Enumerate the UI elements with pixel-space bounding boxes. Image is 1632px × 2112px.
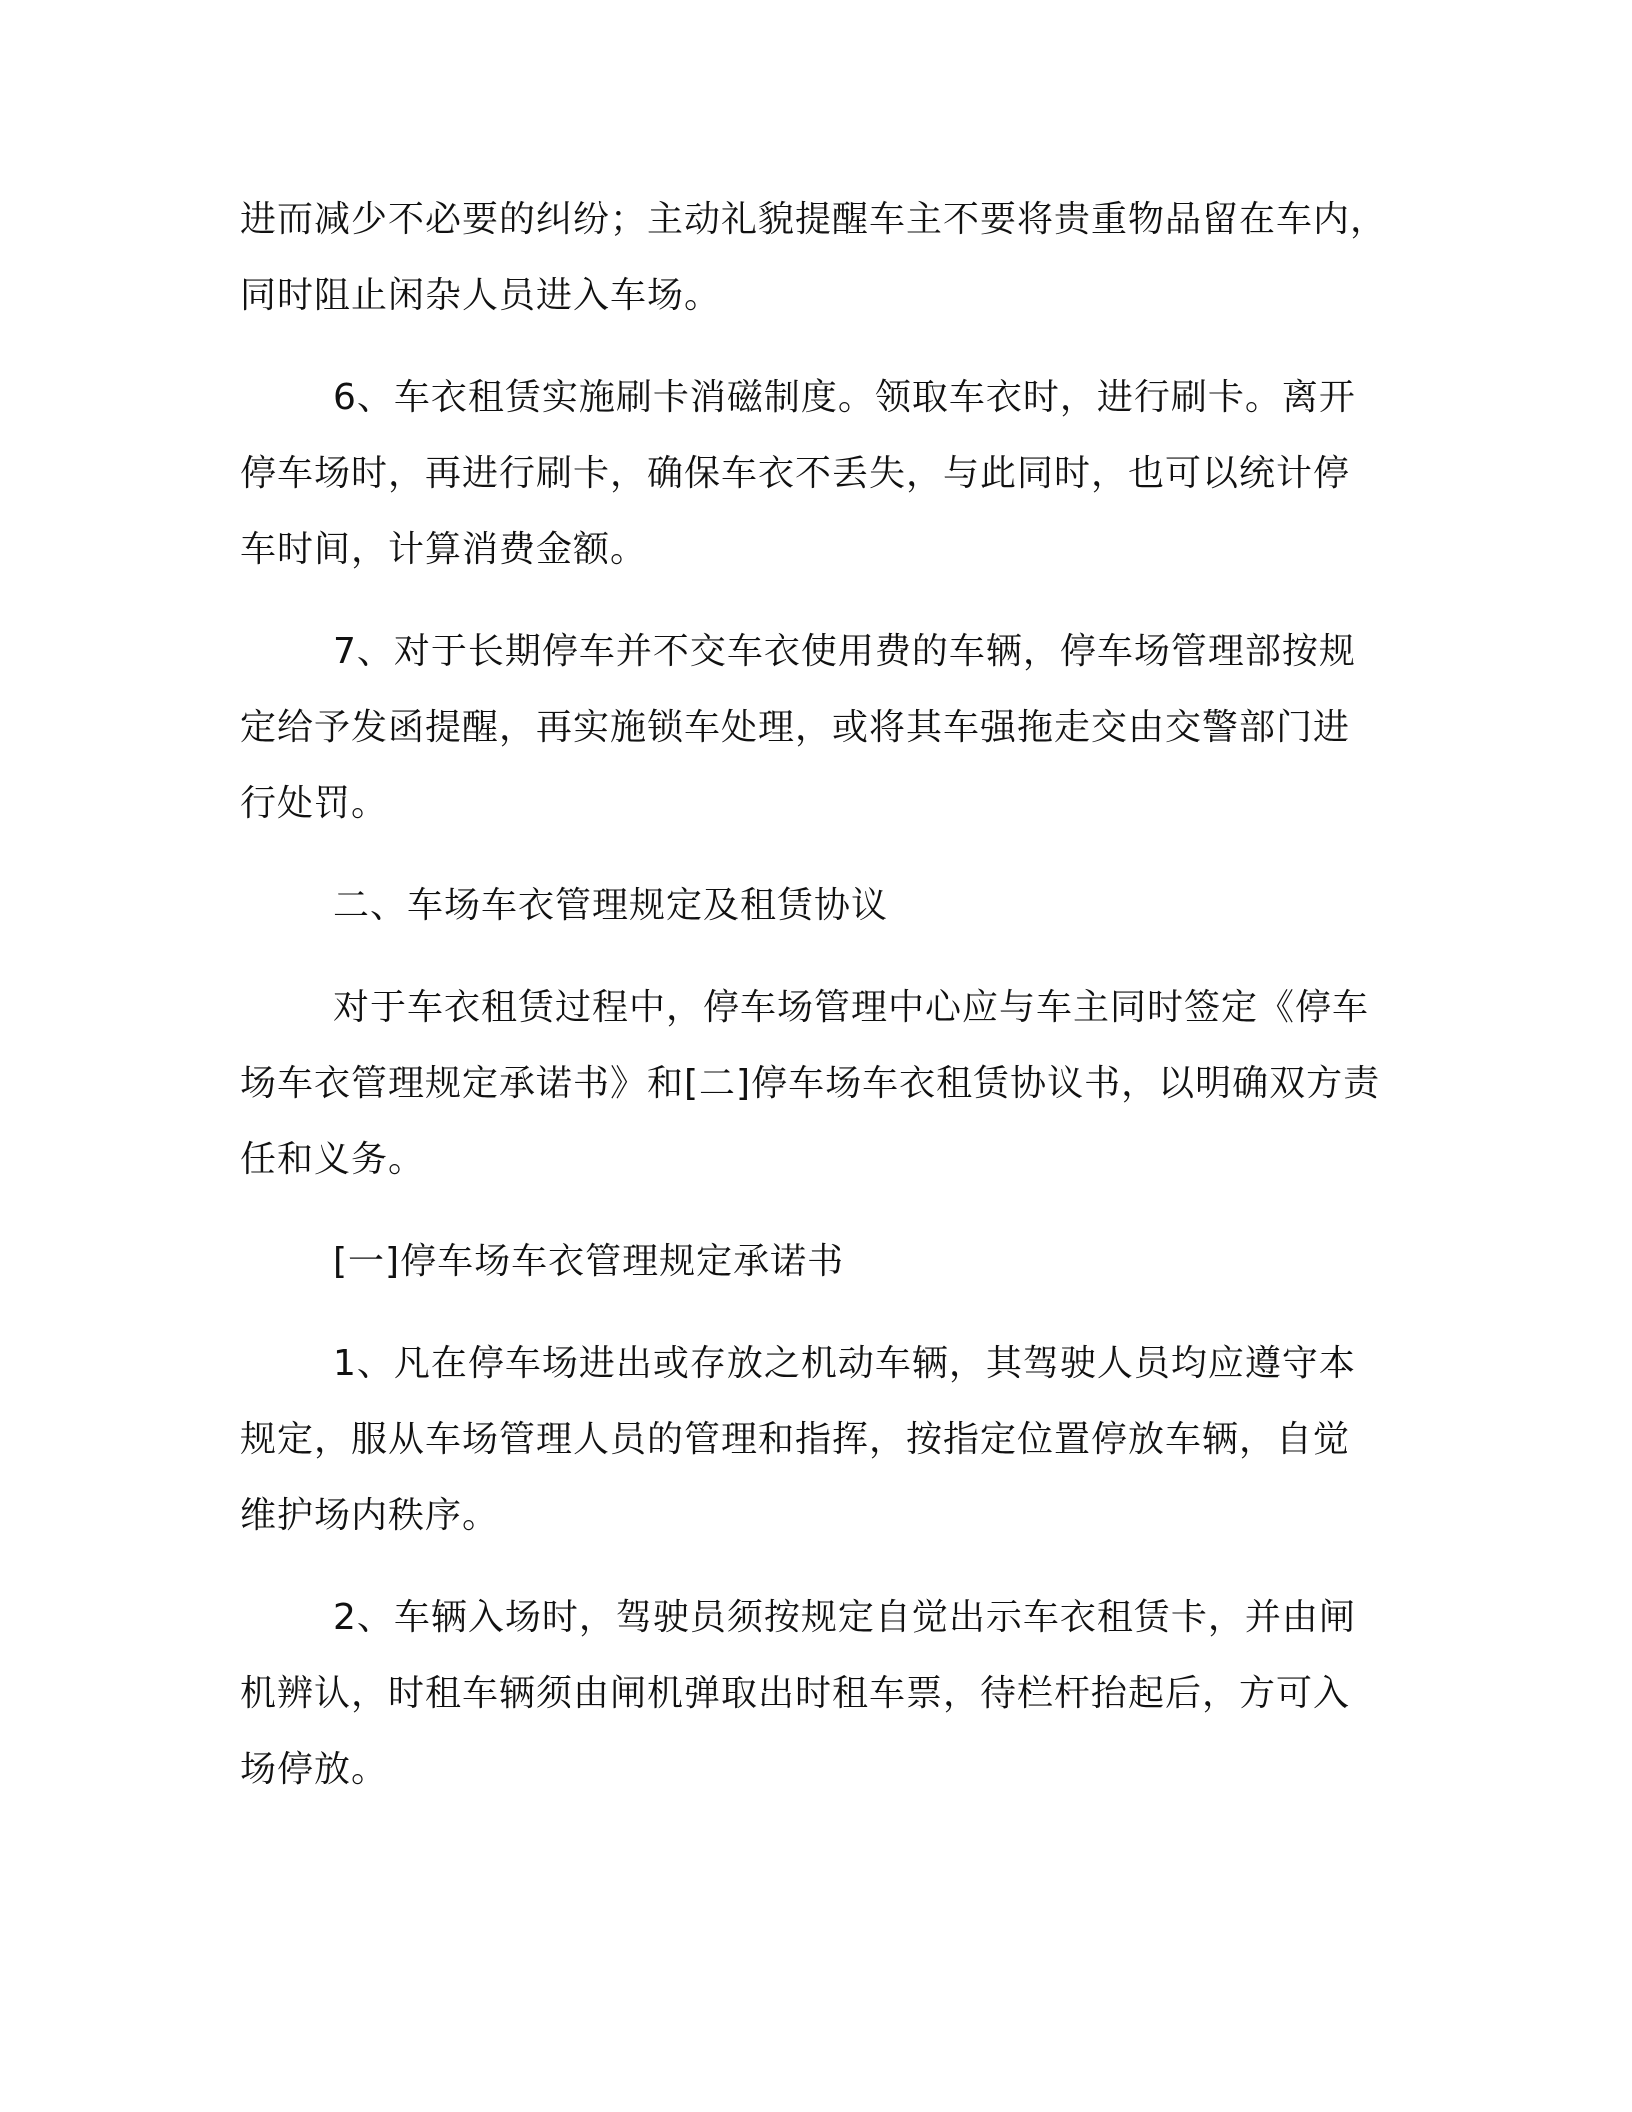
paragraph-line: 车时间，计算消费金额。 xyxy=(240,529,648,570)
paragraph-line: 规定，服从车场管理人员的管理和指挥，按指定位置停放车辆，自觉 xyxy=(240,1419,1351,1460)
paragraph-line: 维护场内秩序。 xyxy=(240,1495,500,1536)
paragraph-line: 定给予发函提醒，再实施锁车处理，或将其车强拖走交由交警部门进 xyxy=(240,707,1351,748)
subsection-heading: [一]停车场车衣管理规定承诺书 xyxy=(333,1241,845,1282)
paragraph-line: 场车衣管理规定承诺书》和[二]停车场车衣租赁协议书，以明确双方责 xyxy=(240,1063,1381,1104)
paragraph-line: 行处罚。 xyxy=(240,783,389,824)
paragraph-line: 2、车辆入场时，驾驶员须按规定自觉出示车衣租赁卡，并由闸 xyxy=(333,1597,1356,1638)
paragraph-line: 7、对于长期停车并不交车衣使用费的车辆，停车场管理部按规 xyxy=(333,631,1356,672)
section-heading: 二、车场车衣管理规定及租赁协议 xyxy=(333,885,889,926)
paragraph-line: 任和义务。 xyxy=(240,1139,426,1180)
paragraph-line: 6、车衣租赁实施刷卡消磁制度。领取车衣时，进行刷卡。离开 xyxy=(333,377,1356,418)
paragraph-line: 同时阻止闲杂人员进入车场。 xyxy=(240,275,722,316)
paragraph-line: 场停放。 xyxy=(240,1749,389,1790)
paragraph-line: 进而减少不必要的纠纷；主动礼貌提醒车主不要将贵重物品留在车内， xyxy=(240,199,1388,240)
paragraph-line: 1、凡在停车场进出或存放之机动车辆，其驾驶人员均应遵守本 xyxy=(333,1343,1356,1384)
paragraph-line: 对于车衣租赁过程中，停车场管理中心应与车主同时签定《停车 xyxy=(333,987,1370,1028)
paragraph-line: 停车场时，再进行刷卡，确保车衣不丢失，与此同时，也可以统计停 xyxy=(240,453,1351,494)
paragraph-line: 机辨认，时租车辆须由闸机弹取出时租车票，待栏杆抬起后，方可入 xyxy=(240,1673,1351,1714)
